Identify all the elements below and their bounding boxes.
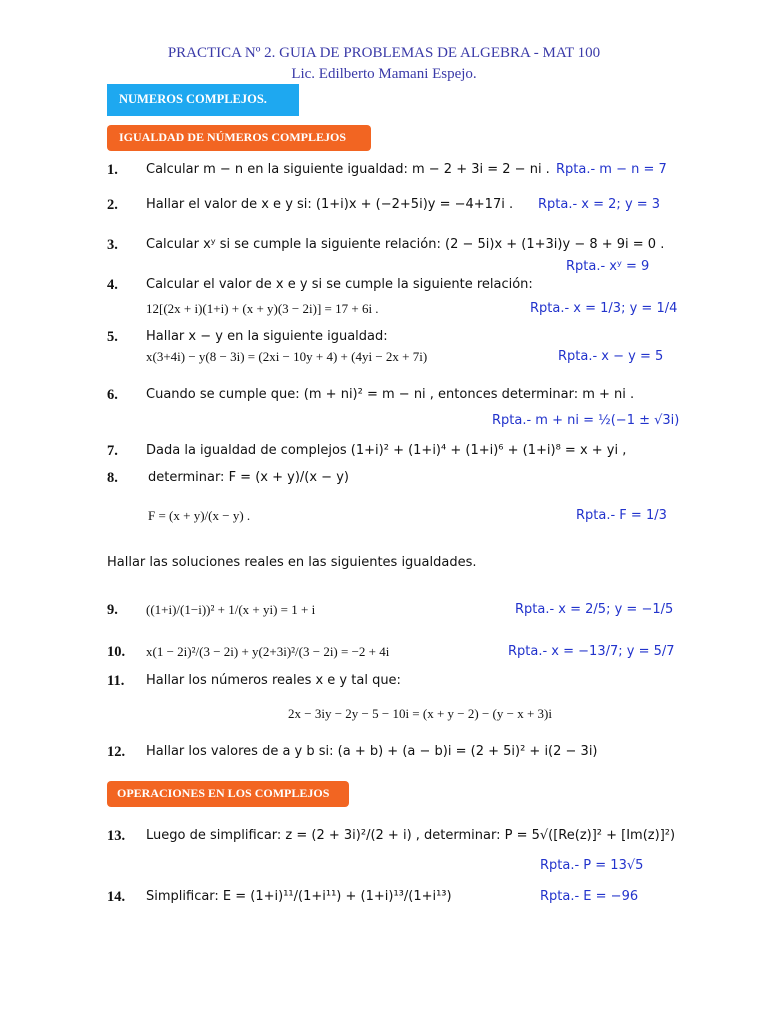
problem-text: Hallar el valor de x e y si: (1+i)x + (−2+5i)y = −4+17i .: [146, 197, 514, 212]
problem-number: 11.: [107, 673, 125, 689]
problem-text: Dada la igualdad de complejos (1+i)² + (1+i)⁴ + (1+i)⁶ + (1+i)⁸ = x + yi ,: [146, 443, 627, 458]
problem-text: Calcular m − n en la siguiente igualdad: m − 2 + 3i = 2 − ni .: [146, 162, 550, 177]
section-header-label: IGUALDAD DE NÚMEROS COMPLEJOS: [119, 130, 347, 144]
problem-answer: Rpta.- x = 1/3; y = 1/4: [530, 301, 678, 316]
problem-answer: Rpta.- m + ni = ½(−1 ± √3i): [492, 413, 680, 428]
problem-number: 5.: [107, 329, 118, 345]
problem-text: Hallar x − y en la siguiente igualdad:: [146, 329, 388, 344]
problem-answer: Rpta.- m − n = 7: [556, 162, 667, 177]
problem-equation: ((1+i)/(1−i))² + 1/(x + yi) = 1 + i: [146, 602, 316, 617]
problem-equation: x(1 − 2i)²/(3 − 2i) + y(2+3i)²/(3 − 2i) = −2 + 4i: [146, 644, 390, 659]
header-title: PRACTICA Nº 2. GUIA DE PROBLEMAS DE ALGEBRA - MAT 100: [167, 45, 601, 61]
problem-number: 9.: [107, 602, 118, 618]
problem-answer: Rpta.- P = 13√5: [540, 858, 644, 873]
topic-banner: [107, 84, 299, 116]
problem-answer: Rpta.- F = 1/3: [576, 508, 667, 523]
problem-text: Cuando se cumple que: (m + ni)² = m − ni , entonces determinar: m + ni .: [146, 387, 635, 402]
problem-equation: 12[(2x + i)(1+i) + (x + y)(3 − 2i)] = 17 + 6i .: [146, 301, 379, 316]
instructions-text: Hallar las soluciones reales en las siguientes igualdades.: [107, 555, 477, 570]
problem-answer: Rpta.- xʸ = 9: [566, 259, 650, 274]
problem-number: 13.: [107, 828, 126, 844]
problem-text: Hallar los valores de a y b si: (a + b) + (a − b)i = (2 + 5i)² + i(2 − 3i): [146, 744, 598, 759]
problem-number: 12.: [107, 744, 126, 760]
problem-number: 2.: [107, 197, 118, 213]
problem-number: 14.: [107, 889, 126, 905]
problem-answer: Rpta.- x = 2/5; y = −1/5: [515, 602, 674, 617]
problem-text: Hallar los números reales x e y tal que:: [146, 673, 401, 688]
problem-text: determinar: F = (x + y)/(x − y): [148, 470, 349, 485]
problem-answer: Rpta.- x − y = 5: [558, 349, 664, 364]
problem-text: Simplificar: E = (1+i)¹¹/(1+i¹¹) + (1+i)¹³/(1+i¹³): [146, 889, 452, 904]
section-header-equality: [107, 125, 371, 151]
topic-banner-label: NUMEROS COMPLEJOS.: [119, 92, 267, 106]
problem-answer: Rpta.- x = −13/7; y = 5/7: [508, 644, 675, 659]
problem-text: Luego de simplificar: z = (2 + 3i)²/(2 + i) , determinar: P = 5√([Re(z)]² + [Im(z)]²): [146, 828, 676, 843]
problem-number: 7.: [107, 443, 118, 459]
problem-number: 6.: [107, 387, 118, 403]
problem-equation: 2x − 3iy − 2y − 5 − 10i = (x + y − 2) − (y − x + 3)i: [288, 706, 552, 721]
problem-number: 3.: [107, 237, 118, 253]
header-author: Lic. Edilberto Mamani Espejo.: [291, 66, 477, 82]
problem-text: Calcular xʸ si se cumple la siguiente relación: (2 − 5i)x + (1+3i)y − 8 + 9i = 0 .: [146, 237, 665, 252]
problem-answer: Rpta.- E = −96: [540, 889, 639, 904]
problem-equation: x(3+4i) − y(8 − 3i) = (2xi − 10y + 4) + (4yi − 2x + 7i): [146, 349, 428, 364]
problem-equation: F = (x + y)/(x − y) .: [148, 508, 251, 523]
problem-number: 10.: [107, 644, 126, 660]
problem-number: 4.: [107, 277, 118, 293]
problem-number: 1.: [107, 162, 118, 178]
section-header-label: OPERACIONES EN LOS COMPLEJOS: [117, 786, 330, 800]
problem-text: Calcular el valor de x e y si se cumple la siguiente relación:: [146, 277, 533, 292]
problem-answer: Rpta.- x = 2; y = 3: [538, 197, 661, 212]
section-header-operations: [107, 781, 349, 807]
problem-number: 8.: [107, 470, 118, 486]
